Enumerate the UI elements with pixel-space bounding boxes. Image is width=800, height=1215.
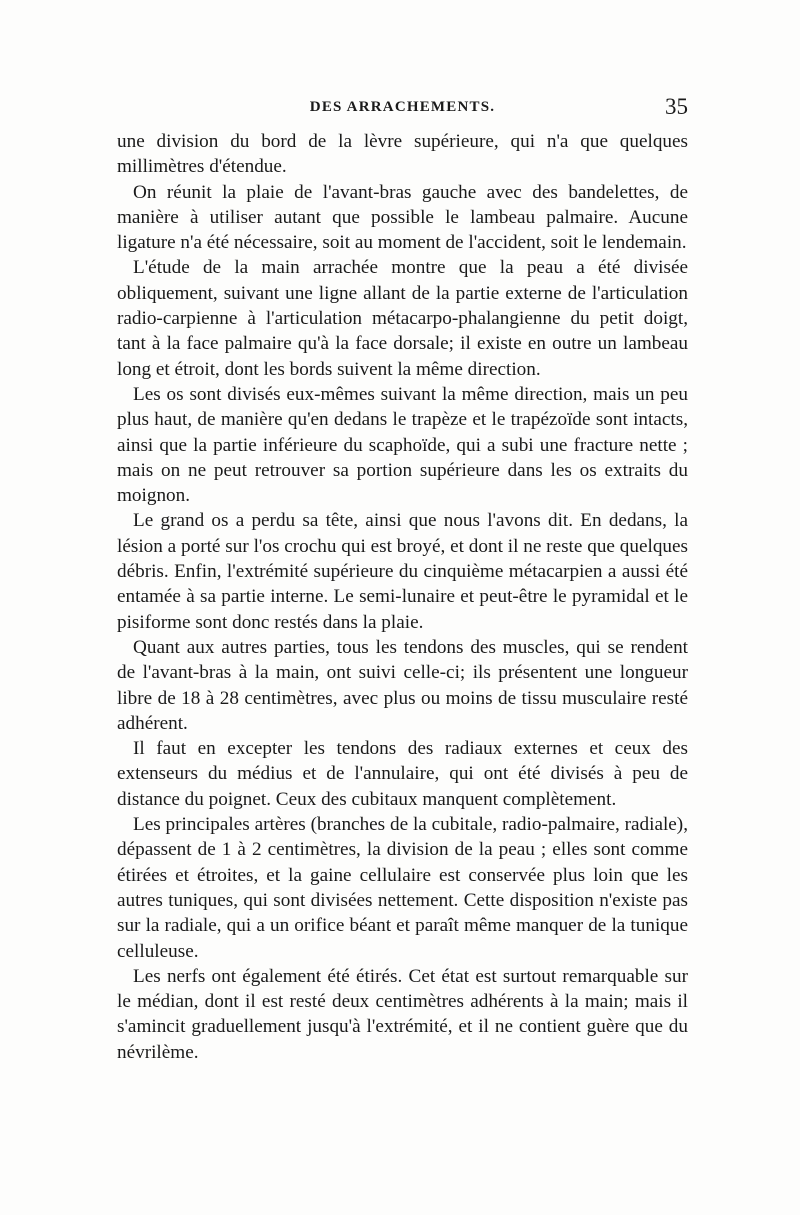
paragraph: Les principales artères (branches de la cubitale, radio-palmaire, radiale), dépassent de 1 à 2 centimètres, la division de la peau ; elles sont comme étirées et étroites, et la gaine cellulaire est conservée plus loin que les autres tuniques, qui sont divisées nettement. Cette disposition n'existe pas sur la radiale, qui a un orifice béant et paraît même manquer de la tunique celluleuse. [117, 814, 688, 962]
paragraph: L'étude de la main arrachée montre que la peau a été divisée obliquement, suivant une ligne allant de la partie externe de l'articulation radio-carpienne à l'articulation métacarpo-phalangienne du petit doigt, tant à la face palmaire qu'à la face dorsale; il existe en outre un lambeau long et étroit, dont les bords suivent la même direction. [117, 257, 688, 380]
paragraph: Il faut en excepter les tendons des radiaux externes et ceux des extenseurs du médius et de l'annulaire, qui ont été divisés à peu de distance du poignet. Ceux des cubitaux manquent complètement. [117, 738, 688, 810]
paragraph: Le grand os a perdu sa tête, ainsi que nous l'avons dit. En dedans, la lésion a porté sur l'os crochu qui est broyé, et dont il ne reste que quelques débris. Enfin, l'extrémité supérieure du cinquième métacarpien a aussi été entamée à sa partie interne. Le semi-lunaire et peut-être le pyramidal et le pisiforme sont donc restés dans la plaie. [117, 510, 688, 633]
running-title: DES ARRACHEMENTS. [309, 99, 496, 115]
paragraph: On réunit la plaie de l'avant-bras gauche avec des bandelettes, de manière à utiliser autant que possible le lambeau palmaire. Aucune ligature n'a été nécessaire, soit au moment de l'accident, soit le lendemain. [117, 181, 688, 254]
page-number: 35 [665, 94, 688, 119]
paragraph: Les nerfs ont également été étirés. Cet état est surtout remarquable sur le médian, dont il est resté deux centimètres adhérents à la main; mais il s'amincit graduellement jusqu'à l'extrémité, et il ne contient guère que du névrilème. [117, 965, 688, 1063]
paragraph: Les os sont divisés eux-mêmes suivant la même direction, mais un peu plus haut, de manière qu'en dedans le trapèze et le trapézoïde sont intacts, ainsi que la partie inférieure du scaphoïde, qui a subi une fracture nette ; mais on ne peut retrouver sa portion supérieure dans les os extraits du moignon. [117, 383, 688, 507]
running-head [117, 96, 688, 118]
body-text [117, 129, 688, 1065]
paragraph: Quant aux autres parties, tous les tendons des muscles, qui se rendent de l'avant-bras à la main, ont suivi celle-ci; ils présentent une longueur libre de 18 à 28 centimètres, avec plus ou moins de tissu musculaire resté adhérent. [117, 636, 688, 734]
paragraph: une division du bord de la lèvre supérieure, qui n'a que quelques millimètres d'étendue. [117, 131, 688, 178]
